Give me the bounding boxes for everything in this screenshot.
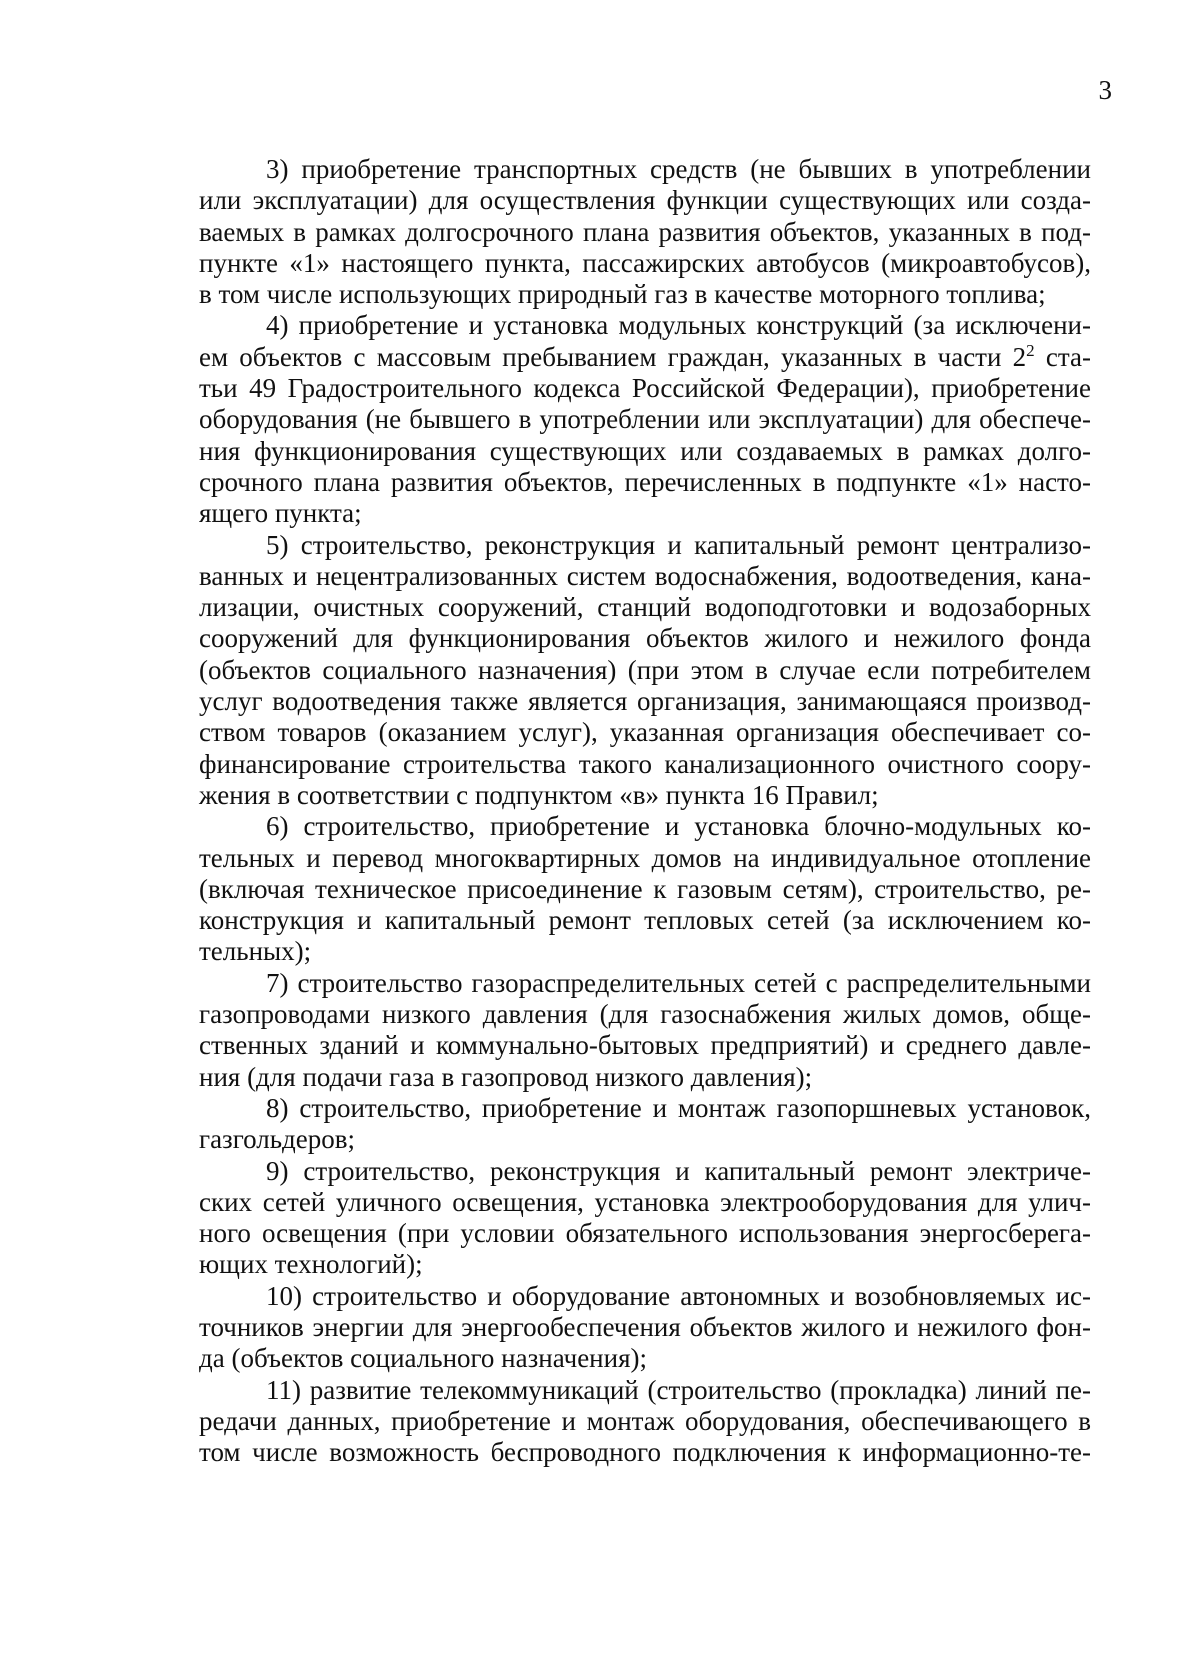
page-number: 3 (1098, 75, 1112, 105)
text-line: ваемых в рамках долгосрочного плана развития объектов, указанных в под- (199, 216, 1091, 247)
text-line: оборудования (не бывшего в употреблении или эксплуатации) для обеспече- (199, 404, 1091, 435)
text-fragment: ста- (1034, 341, 1091, 372)
list-item-5 (199, 530, 1091, 812)
text-line: в том числе использующих природный газ в качестве моторного топлива; (199, 279, 1046, 310)
list-item-8 (199, 1093, 1091, 1156)
text-line: лизации, очистных сооружений, станций водоподготовки и водозаборных (199, 592, 1091, 623)
text-line: тельных); (199, 936, 312, 967)
superscript: 2 (1026, 340, 1035, 360)
text-line: ством товаров (оказанием услуг), указанная организация обеспечивает со- (199, 717, 1091, 748)
text-line: конструкция и капитальный ремонт тепловых сетей (за исключением ко- (199, 905, 1091, 936)
text-line: 6) строительство, приобретение и установка блочно-модульных ко- (266, 811, 1091, 842)
text-line: (включая техническое присоединение к газовым сетям), строительство, ре- (199, 873, 1091, 904)
text-line: срочного плана развития объектов, перечисленных в подпункте «1» насто- (199, 466, 1091, 497)
list-item-10 (199, 1281, 1091, 1375)
text-line: 5) строительство, реконструкция и капитальный ремонт централизо- (266, 529, 1091, 560)
list-item-4 (199, 310, 1091, 529)
text-line: ских сетей уличного освещения, установка электрооборудования для улич- (199, 1186, 1091, 1217)
text-line: ющих технологий); (199, 1249, 423, 1280)
text-line: услуг водоотведения также является организация, занимающаяся производ- (199, 686, 1091, 717)
text-line: пункте «1» настоящего пункта, пассажирских автобусов (микроавтобусов), (199, 247, 1091, 278)
text-line: ящего пункта; (199, 498, 362, 529)
text-line: жения в соответствии с подпунктом «в» пункта 16 Правил; (199, 779, 879, 810)
list-item-11 (199, 1375, 1091, 1469)
text-line: ванных и нецентрализованных систем водоснабжения, водоотведения, кана- (199, 560, 1091, 591)
text-line (199, 342, 1091, 373)
text-line: 7) строительство газораспределительных сетей с распределительными (266, 967, 1091, 998)
text-line: ния (для подачи газа в газопровод низкого давления); (199, 1061, 813, 1092)
text-line: 10) строительство и оборудование автономных и возобновляемых ис- (266, 1280, 1091, 1311)
text-line: 9) строительство, реконструкция и капитальный ремонт электриче- (266, 1155, 1091, 1186)
text-line: редачи данных, приобретение и монтаж оборудования, обеспечивающего в (199, 1405, 1091, 1436)
text-line: финансирование строительства такого канализационного очистного соору- (199, 748, 1091, 779)
list-item-7 (199, 968, 1091, 1093)
body-text (199, 154, 1091, 1468)
text-line: 11) развитие телекоммуникаций (строительство (прокладка) линий пе- (266, 1374, 1091, 1405)
text-line: ственных зданий и коммунально-бытовых предприятий) и среднего давле- (199, 1030, 1091, 1061)
text-line: 8) строительство, приобретение и монтаж газопоршневых установок, (266, 1092, 1091, 1123)
text-line: газопроводами низкого давления (для газоснабжения жилых домов, обще- (199, 999, 1091, 1030)
text-line: да (объектов социального назначения); (199, 1343, 647, 1374)
text-line: (объектов социального назначения) (при этом в случае если потребителем (199, 654, 1091, 685)
text-line: тьи 49 Градостроительного кодекса Российской Федерации), приобретение (199, 373, 1091, 404)
text-line: или эксплуатации) для осуществления функции существующих или созда- (199, 185, 1091, 216)
list-item-9 (199, 1156, 1091, 1281)
text-line: сооружений для функционирования объектов жилого и нежилого фонда (199, 623, 1091, 654)
text-fragment: ем объектов с массовым пребыванием граждан, указанных в части 2 (199, 341, 1027, 372)
text-line: 4) приобретение и установка модульных конструкций (за исключени- (266, 310, 1091, 341)
text-line: том числе возможность беспроводного подключения к информационно-те- (199, 1437, 1091, 1468)
text-line: точников энергии для энергообеспечения объектов жилого и нежилого фон- (199, 1311, 1091, 1342)
text-line: тельных и перевод многоквартирных домов на индивидуальное отопление (199, 842, 1091, 873)
text-line: 3) приобретение транспортных средств (не бывших в употреблении (266, 154, 1091, 184)
text-line: ния функционирования существующих или создаваемых в рамках долго- (199, 435, 1091, 466)
list-item-6 (199, 811, 1091, 967)
text-line: газгольдеров; (199, 1124, 356, 1155)
text-line: ного освещения (при условии обязательного использования энергосберега- (199, 1218, 1091, 1249)
list-item-3 (199, 154, 1091, 310)
